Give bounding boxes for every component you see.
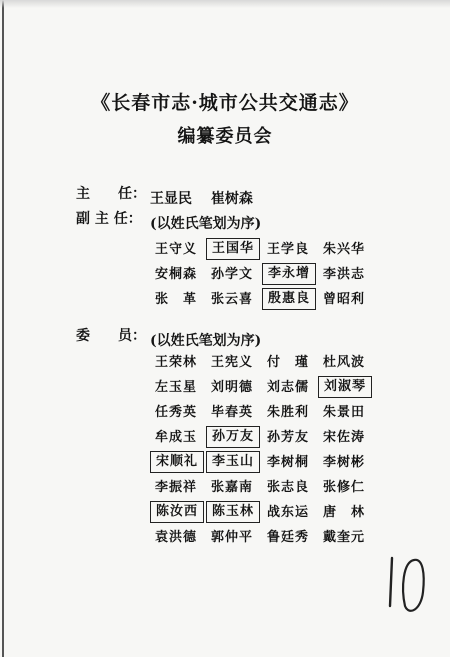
members-name: 王宪义 — [210, 355, 253, 370]
members-name: 刘志儒 — [266, 380, 309, 395]
members-label: 委 员： — [76, 328, 146, 344]
director-name: 王显民 — [150, 191, 192, 207]
members-name: 战东运 — [266, 505, 309, 520]
members-name: 戴奎元 — [322, 530, 365, 545]
deputy-name: 王守义 — [154, 242, 197, 257]
deputy-name-boxed: 王国华 — [206, 238, 260, 260]
members-name-boxed: 李玉山 — [206, 451, 260, 473]
members-name: 毕春英 — [210, 405, 253, 420]
deputy-name: 王学良 — [266, 242, 309, 257]
members-name: 李树彬 — [322, 455, 365, 470]
director-name: 崔树森 — [210, 191, 253, 207]
members-name: 张志良 — [266, 480, 309, 495]
deputy-name: 张云喜 — [210, 292, 253, 307]
members-name: 袁洪德 — [154, 530, 197, 545]
deputy-note: (以姓氏笔划为序) — [150, 216, 262, 232]
members-name: 唐 林 — [322, 505, 365, 520]
members-name: 李树桐 — [266, 455, 309, 470]
members-name: 左玉星 — [154, 380, 197, 395]
members-name: 付 瑾 — [266, 355, 309, 370]
director-names — [150, 188, 267, 208]
committee-title: 编纂委员会 — [177, 126, 273, 147]
deputy-name: 孙学文 — [210, 267, 253, 282]
members-name: 王荣林 — [154, 355, 197, 370]
members-name: 孙芳友 — [266, 430, 309, 445]
members-name: 杜风波 — [322, 355, 365, 370]
members-name: 朱胜利 — [266, 405, 309, 420]
deputy-line — [76, 208, 261, 233]
deputy-name: 李洪志 — [322, 267, 365, 282]
director-line — [76, 183, 267, 208]
deputy-name-boxed: 李永增 — [262, 263, 316, 285]
members-name: 朱景田 — [322, 405, 365, 420]
members-name-boxed: 陈玉林 — [206, 501, 260, 523]
members-name: 鲁廷秀 — [266, 530, 309, 545]
members-name-boxed: 宋顺礼 — [150, 451, 204, 473]
members-name: 张嘉南 — [210, 480, 253, 495]
members-name-boxed: 刘淑琴 — [318, 376, 372, 398]
members-name: 李振祥 — [154, 480, 197, 495]
members-name: 任秀英 — [154, 405, 197, 420]
handwritten-page-number — [383, 548, 431, 618]
members-name: 牟成玉 — [154, 430, 197, 445]
members-name-boxed: 孙万友 — [206, 426, 260, 448]
members-name-boxed: 陈汝西 — [150, 501, 204, 523]
members-note: (以姓氏笔划为序) — [150, 333, 262, 349]
members-name: 刘明德 — [210, 380, 253, 395]
deputy-name-boxed: 殷惠良 — [262, 288, 316, 310]
deputy-label: 副 主 任： — [76, 211, 142, 227]
director-label: 主 任： — [76, 186, 146, 202]
deputy-name: 张 革 — [154, 292, 197, 307]
book-title: 《长春市志·城市公共交通志》 — [91, 92, 359, 114]
scan-shadow — [0, 0, 450, 8]
members-line — [76, 325, 261, 350]
members-name: 郭仲平 — [210, 530, 253, 545]
deputy-name: 曾昭利 — [322, 292, 365, 307]
members-name: 张修仁 — [322, 480, 365, 495]
deputy-name: 朱兴华 — [322, 242, 365, 257]
deputy-name: 安桐森 — [154, 267, 197, 282]
members-name: 宋佐涛 — [322, 430, 365, 445]
